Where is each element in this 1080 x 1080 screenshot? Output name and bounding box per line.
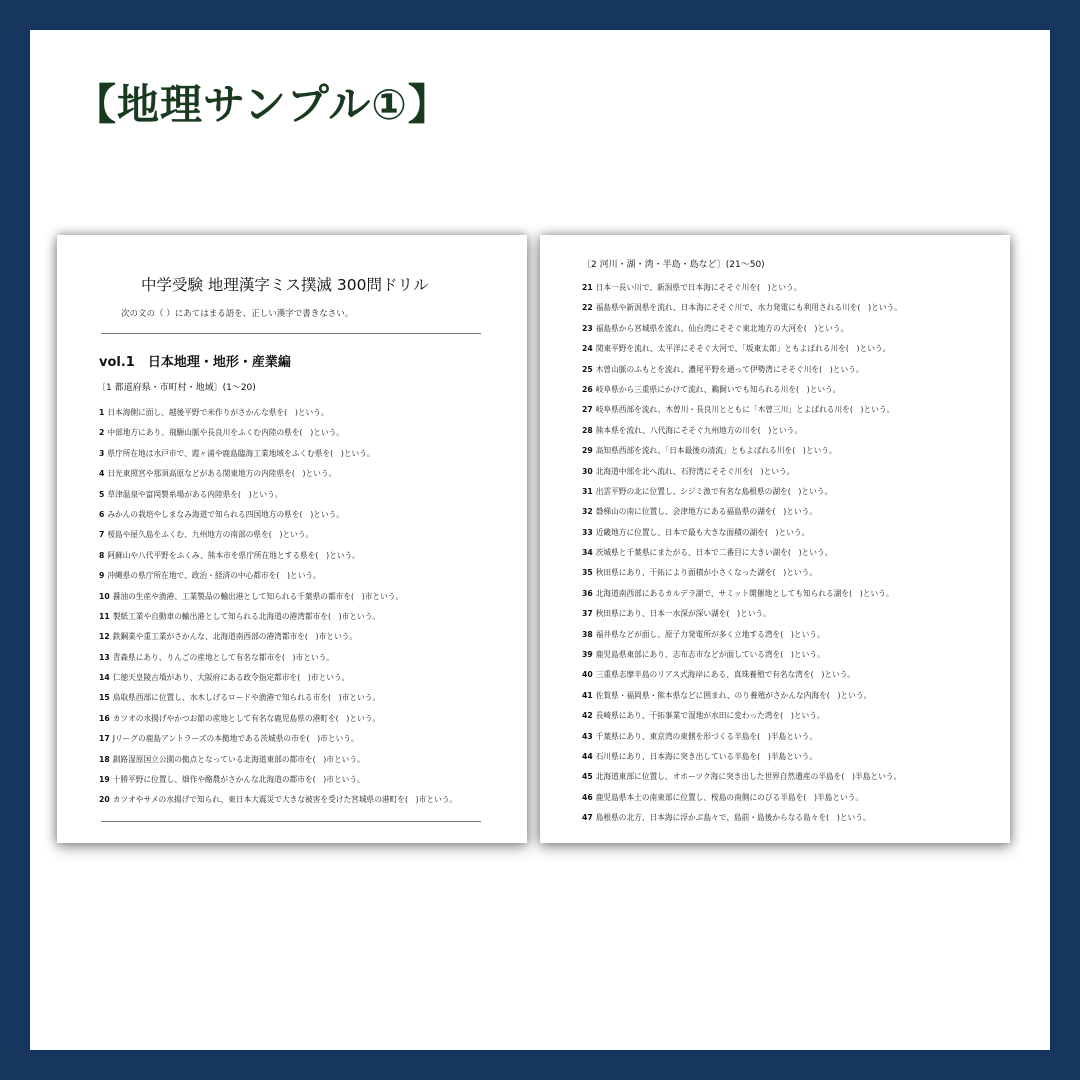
question-number: 2 [99,428,105,438]
question-number: 24 [582,344,593,354]
question-number: 46 [582,792,593,802]
question-number: 9 [99,571,105,581]
question-item [99,750,457,770]
question-item [582,604,902,624]
question-item [99,729,457,749]
question-item [99,627,457,647]
question-text: 北海道中部を北へ流れ、石狩湾にそそぐ川を( )という。 [595,466,795,476]
question-item [99,546,457,566]
question-number: 39 [582,650,593,660]
question-number: 33 [582,527,593,537]
document-page-left [57,235,527,843]
question-item [99,525,457,545]
content-frame [30,30,1050,1050]
question-number: 7 [99,530,105,540]
question-item [99,566,457,586]
question-item [99,587,457,607]
question-text: 沖縄県の県庁所在地で、政治・経済の中心都市を( )という。 [107,571,321,581]
question-number: 16 [99,713,110,723]
question-text: 鹿児島県本土の南東部に位置し、桜島の南側にのびる半島を( )半島という。 [595,792,864,802]
question-text: 石川県にあり、日本海に突き出している半島を( )半島という。 [595,751,817,761]
question-item [582,686,902,706]
question-text: 秋田県にあり、干拓により面積が小さくなった湖を( )という。 [595,568,817,578]
question-text: 釧路湿原国立公園の拠点となっている北海道東部の都市を( )市という。 [112,754,365,764]
question-number: 27 [582,405,593,415]
question-number: 21 [582,283,593,292]
question-item [582,421,902,441]
question-number: 17 [99,734,110,744]
question-item [99,423,457,443]
question-number: 26 [582,384,593,394]
question-number: 36 [582,588,593,598]
question-text: 中部地方にあり、飛騨山脈や長良川をふくむ内陸の県を( )という。 [107,428,344,438]
question-number: 41 [582,690,593,700]
divider-top [101,333,481,334]
question-item [582,727,902,747]
question-number: 23 [582,323,593,333]
question-item [582,563,902,583]
volume-title: vol.1 日本地理・地形・産業編 [99,355,291,370]
question-number: 15 [99,693,110,703]
question-item [99,790,457,810]
question-item [99,607,457,627]
question-number: 40 [582,670,593,680]
question-item [99,444,457,464]
question-item [582,380,902,400]
question-text: カツオの水揚げやかつお節の産地として有名な鹿児島県の港町を( )という。 [112,713,381,723]
question-number: 31 [582,486,593,496]
question-number: 4 [99,469,105,479]
question-number: 13 [99,652,110,662]
question-text: 長崎県にあり、干拓事業で湿地が水田に変わった湾を( )という。 [595,711,825,721]
question-text: 茨城県と千葉県にまたがる、日本で二番目に大きい湖を( )という。 [595,548,833,558]
question-text: 木曽山脈のふもとを流れ、濃尾平野を通って伊勢湾にそそぐ川を( )という。 [595,364,864,374]
question-item [99,464,457,484]
question-number: 44 [582,751,593,761]
question-item [582,319,902,339]
question-item [99,688,457,708]
document-page-right [540,235,1010,843]
question-text: 日光東照宮や那須高原などがある関東地方の内陸県を( )という。 [107,469,337,479]
question-item [582,808,902,828]
question-number: 22 [582,303,593,313]
question-number: 6 [99,509,105,519]
question-item [582,584,902,604]
question-number: 32 [582,507,593,517]
question-item [582,767,902,787]
question-number: 3 [99,448,105,458]
question-item [99,648,457,668]
question-item [582,278,902,298]
question-text: 三重県志摩半島のリアス式海岸にある、真珠養殖で有名な湾を( )という。 [595,670,856,680]
question-item [582,441,902,461]
page-heading: 【地理サンプル①】 [74,80,451,129]
question-number: 1 [99,408,105,417]
question-text: 北海道南西部にあるカルデラ湖で、サミット開催地としても知られる湖を( )という。 [595,588,894,598]
question-text: 秋田県にあり、日本一水深が深い湖を( )という。 [595,609,771,619]
question-item [99,485,457,505]
question-text: 仁徳天皇陵古墳があり、大阪府にある政令指定都市を( )市という。 [112,673,350,683]
question-text: 草津温泉や富岡製糸場がある内陸県を( )という。 [107,489,283,499]
question-text: みかんの栽培やしまなみ海道で知られる四国地方の県を( )という。 [107,509,344,519]
question-item [582,360,902,380]
question-item [582,502,902,522]
question-number: 42 [582,711,593,721]
question-number: 19 [99,775,110,785]
question-item [99,505,457,525]
question-number: 43 [582,731,593,741]
question-item [582,645,902,665]
question-item [582,339,902,359]
question-text: 熊本県を流れ、八代海にそそぐ九州地方の川を( )という。 [595,425,803,435]
question-item [99,770,457,790]
question-number: 8 [99,550,105,560]
question-number: 34 [582,548,593,558]
question-item [582,747,902,767]
question-text: 佐賀県・福岡県・熊本県などに囲まれ、のり養殖がさかんな内海を( )という。 [595,690,872,700]
question-number: 29 [582,446,593,456]
question-text: カツオやサメの水揚げで知られ、東日本大震災で大きな被害を受けた宮城県の港町を( )市という。 [112,795,458,805]
question-text: 近畿地方に位置し、日本で最も大きな面積の湖を( )という。 [595,527,810,537]
question-number: 25 [582,364,593,374]
question-text: 磐梯山の南に位置し、会津地方にある福島県の湖を( )という。 [595,507,817,517]
question-text: Jリーグの鹿島アントラーズの本拠地である茨城県の市を( )市という。 [112,734,359,744]
question-item [582,298,902,318]
question-item [99,403,457,423]
question-number: 28 [582,425,593,435]
question-number: 35 [582,568,593,578]
question-item [582,625,902,645]
question-text: 岐阜県西部を流れ、木曽川・長良川とともに「木曽三川」とよばれる川を( )という。 [595,405,895,415]
question-text: 関東平野を流れ、太平洋にそそぐ大河で、「坂東太郎」ともよばれる川を( )という。 [595,344,891,354]
question-text: 日本一長い川で、新潟県で日本海にそそぐ川を( )という。 [595,283,802,292]
divider-bottom [101,821,481,822]
question-number: 5 [99,489,105,499]
question-number: 45 [582,772,593,782]
question-number: 12 [99,632,110,642]
question-text: 十勝平野に位置し、畑作や酪農がさかんな北海道の都市を( )市という。 [112,775,365,785]
question-number: 38 [582,629,593,639]
question-item [99,709,457,729]
question-text: 桜島や屋久島をふくむ、九州地方の南部の県を( )という。 [107,530,314,540]
question-number: 10 [99,591,110,601]
question-text: 北海道東部に位置し、オホーツク海に突き出した世界自然遺産の半島を( )半島という。 [595,772,902,782]
question-number: 18 [99,754,110,764]
question-text: 鳥取県西部に位置し、水木しげるロードや漁港で知られる市を( )市という。 [112,693,381,703]
question-item [582,706,902,726]
question-text: 岐阜県から三重県にかけて流れ、鵜飼いでも知られる川を( )という。 [595,384,841,394]
question-text: 出雲平野の北に位置し、シジミ漁で有名な島根県の湖を( )という。 [595,486,833,496]
question-item [99,668,457,688]
question-number: 14 [99,673,110,683]
question-text: 福井県などが面し、原子力発電所が多く立地する湾を( )という。 [595,629,825,639]
question-list-left [99,403,457,811]
question-item [582,523,902,543]
question-item [582,665,902,685]
question-text: 製紙工業や自動車の輸出港として知られる北海道の港湾都市を( )市という。 [112,611,381,621]
question-text: 阿蘇山や八代平野をふくみ、熊本市を県庁所在地とする県を( )という。 [107,550,360,560]
question-text: 福島県から宮城県を流れ、仙台湾にそそぐ東北地方の大河を( )という。 [595,323,849,333]
question-number: 37 [582,609,593,619]
question-item [582,482,902,502]
question-text: 県庁所在地は水戸市で、霞ヶ浦や鹿島臨海工業地域をふくむ県を( )という。 [107,448,375,458]
question-text: 日本海側に面し、越後平野で米作りがさかんな県を( )という。 [107,408,329,417]
document-title: 中学受験 地理漢字ミス撲滅 300問ドリル [141,276,429,294]
question-number: 30 [582,466,593,476]
question-number: 11 [99,611,110,621]
question-text: 千葉県にあり、東京湾の東側を形づくる半島を( )半島という。 [595,731,817,741]
section-heading: 〔1 都道府県・市町村・地域〕(1〜20) [97,383,256,393]
question-item [582,788,902,808]
question-list-right [582,278,902,829]
document-instruction: 次の文の（ ）にあてはまる語を、正しい漢字で書きなさい。 [121,309,354,319]
question-text: 鉄鋼業や重工業がさかんな、北海道南西部の港湾都市を( )市という。 [112,632,358,642]
question-text: 福島県や新潟県を流れ、日本海にそそぐ川で、水力発電にも利用される川を( )という。 [595,303,902,313]
question-number: 47 [582,813,593,823]
question-text: 島根県の北方、日本海に浮かぶ島々で、島前・島後からなる島々を( )という。 [595,813,871,823]
question-text: 青森県にあり、りんごの産地として有名な都市を( )市という。 [112,652,334,662]
question-number: 20 [99,795,110,805]
section-heading: 〔2 河川・湖・湾・半島・島など〕(21〜50) [582,260,765,270]
question-text: 鹿児島県東部にあり、志布志市などが面している湾を( )という。 [595,650,825,660]
question-item [582,462,902,482]
question-item [582,400,902,420]
question-item [582,543,902,563]
question-text: 高知県西部を流れ、「日本最後の清流」ともよばれる川を( )という。 [595,446,837,456]
question-text: 醤油の生産や漁港、工業製品の輸出港として知られる千葉県の都市を( )市という。 [112,591,404,601]
